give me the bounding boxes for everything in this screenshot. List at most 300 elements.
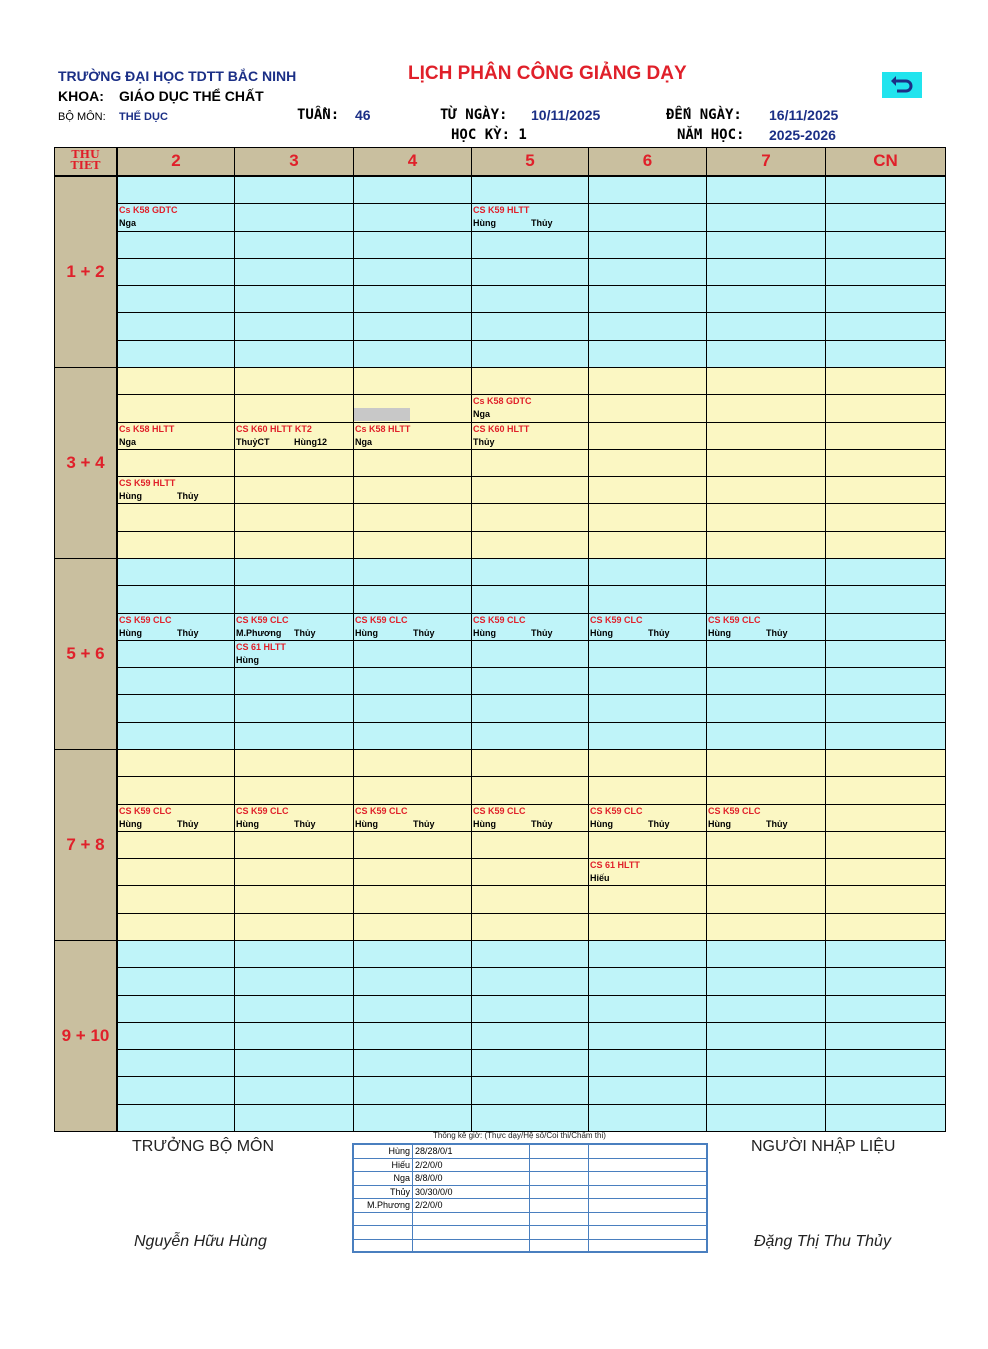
schedule-cell[interactable] — [117, 776, 235, 804]
schedule-cell[interactable] — [588, 422, 707, 450]
schedule-cell[interactable] — [471, 995, 589, 1023]
course-code: CS K59 CLC — [355, 805, 408, 816]
course-code: CS K59 CLC — [708, 614, 761, 625]
schedule-cell[interactable] — [471, 312, 589, 340]
schedule-cell[interactable] — [706, 1104, 826, 1132]
schedule-cell[interactable] — [353, 531, 472, 559]
course-code: CS K59 CLC — [590, 805, 643, 816]
schedule-cell[interactable] — [706, 449, 826, 477]
faculty-value: GIÁO DỤC THỂ CHẤT — [119, 88, 264, 104]
schedule-cell[interactable] — [234, 558, 354, 586]
schedule-cell[interactable] — [353, 476, 472, 504]
schedule-cell[interactable] — [825, 667, 946, 695]
schedule-cell[interactable] — [353, 285, 472, 313]
stats-row — [354, 1186, 706, 1200]
schedule-cell[interactable] — [117, 940, 235, 968]
co-teacher-name: Thủy — [766, 818, 788, 829]
schedule-cell[interactable] — [234, 312, 354, 340]
schedule-cell[interactable] — [353, 585, 472, 613]
schedule-cell[interactable] — [471, 940, 589, 968]
schedule-cell[interactable] — [471, 176, 589, 204]
stats-caption: Thống kê giờ: (Thực dạy/Hệ số/Coi thi/Chấm thi) — [433, 1131, 606, 1140]
schedule-cell[interactable] — [825, 176, 946, 204]
to-date-value: 16/11/2025 — [769, 107, 839, 123]
schedule-cell[interactable] — [588, 176, 707, 204]
schedule-cell[interactable] — [706, 694, 826, 722]
schedule-cell[interactable] — [825, 258, 946, 286]
schedule-cell[interactable] — [353, 312, 472, 340]
schedule-cell[interactable] — [471, 1104, 589, 1132]
schedule-cell[interactable] — [471, 258, 589, 286]
course-code: Cs K58 HLTT — [355, 423, 411, 434]
schedule-cell[interactable] — [825, 285, 946, 313]
schedule-cell[interactable] — [825, 312, 946, 340]
schedule-cell[interactable] — [588, 340, 707, 368]
class-entry[interactable] — [234, 422, 353, 477]
class-entry[interactable] — [117, 422, 234, 477]
schedule-cell[interactable] — [117, 340, 235, 368]
teacher-name: Hùng — [119, 491, 142, 502]
schedule-cell[interactable] — [825, 804, 946, 832]
schedule-cell[interactable] — [588, 503, 707, 531]
stats-hours: 2/2/0/0 — [415, 1159, 443, 1170]
semester-label: HỌC KỲ: 1 — [451, 127, 527, 143]
schedule-cell[interactable] — [234, 940, 354, 968]
schedule-cell[interactable] — [471, 749, 589, 777]
schedule-cell[interactable] — [234, 176, 354, 204]
schedule-cell[interactable] — [825, 203, 946, 231]
schedule-cell[interactable] — [706, 995, 826, 1023]
schedule-cell[interactable] — [588, 231, 707, 259]
co-teacher-name: Thủy — [531, 818, 553, 829]
teacher-name: Hiếu — [590, 873, 610, 884]
stats-hours: 2/2/0/0 — [415, 1200, 443, 1210]
co-teacher-name: Thủy — [766, 627, 788, 638]
teacher-name: Hùng — [708, 818, 731, 829]
schedule-cell[interactable] — [825, 558, 946, 586]
schedule-cell[interactable] — [353, 940, 472, 968]
stats-teacher: Hiếu — [391, 1159, 410, 1170]
schedule-cell[interactable] — [588, 940, 707, 968]
schedule-cell[interactable] — [117, 1022, 235, 1050]
schedule-cell[interactable] — [706, 312, 826, 340]
co-teacher-name: Thủy — [294, 627, 316, 638]
schedule-cell[interactable] — [471, 1022, 589, 1050]
schedule-cell[interactable] — [825, 749, 946, 777]
class-entry[interactable] — [471, 804, 588, 859]
schedule-cell[interactable] — [471, 476, 589, 504]
schedule-cell[interactable] — [706, 367, 826, 395]
teacher-name: Nga — [473, 409, 491, 420]
schedule-cell[interactable] — [353, 258, 472, 286]
schedule-cell[interactable] — [706, 503, 826, 531]
schedule-cell[interactable] — [825, 967, 946, 995]
stats-row — [354, 1145, 706, 1159]
schedule-cell[interactable] — [706, 1076, 826, 1104]
stats-row — [354, 1199, 706, 1213]
course-code: Cs K58 GDTC — [119, 205, 178, 216]
schedule-cell[interactable] — [117, 367, 235, 395]
schedule-cell[interactable] — [117, 913, 235, 941]
schedule-cell[interactable] — [825, 367, 946, 395]
schedule-cell[interactable] — [706, 667, 826, 695]
schedule-cell[interactable] — [588, 531, 707, 559]
schedule-cell[interactable] — [588, 995, 707, 1023]
schedule-cell[interactable] — [825, 503, 946, 531]
schedule-cell[interactable] — [706, 967, 826, 995]
schedule-cell[interactable] — [706, 531, 826, 559]
schedule-cell[interactable] — [471, 776, 589, 804]
schedule-cell[interactable] — [234, 285, 354, 313]
schedule-cell[interactable] — [706, 340, 826, 368]
stats-row — [354, 1226, 706, 1240]
schedule-cell[interactable] — [706, 776, 826, 804]
schedule-cell[interactable] — [706, 258, 826, 286]
schedule-cell[interactable] — [706, 858, 826, 886]
schedule-cell[interactable] — [588, 558, 707, 586]
schedule-cell[interactable] — [353, 913, 472, 941]
schedule-cell[interactable] — [706, 176, 826, 204]
course-code: CS K59 CLC — [473, 614, 526, 625]
schedule-cell[interactable] — [117, 967, 235, 995]
schedule-cell[interactable] — [234, 394, 354, 422]
day-header: 4 — [353, 147, 472, 176]
schedule-cell[interactable] — [234, 776, 354, 804]
schedule-cell[interactable] — [471, 531, 589, 559]
teacher-name: Hùng — [119, 818, 142, 829]
schedule-cell[interactable] — [471, 558, 589, 586]
class-entry[interactable] — [588, 804, 706, 859]
co-teacher-name: Thủy — [531, 627, 553, 638]
schedule-cell[interactable] — [353, 694, 472, 722]
schedule-cell[interactable] — [234, 858, 354, 886]
schedule-cell[interactable] — [588, 312, 707, 340]
day-header: 6 — [588, 147, 707, 176]
class-entry[interactable] — [471, 203, 588, 258]
schedule-cell[interactable] — [353, 667, 472, 695]
stats-teacher: M.Phương — [367, 1200, 410, 1210]
schedule-cell[interactable] — [825, 831, 946, 859]
schedule-cell[interactable] — [825, 613, 946, 641]
head-of-dept-title: TRƯỞNG BỘ MÔN — [132, 1138, 275, 1155]
schedule-cell[interactable] — [588, 394, 707, 422]
school-name: TRƯỜNG ĐẠI HỌC TDTT BẮC NINH — [58, 68, 297, 84]
back-button[interactable] — [882, 72, 922, 98]
schedule-cell[interactable] — [471, 585, 589, 613]
teacher-name: Nga — [119, 218, 137, 229]
schedule-cell[interactable] — [588, 1049, 707, 1077]
schedule-cell[interactable] — [117, 1049, 235, 1077]
schedule-cell[interactable] — [234, 1076, 354, 1104]
schedule-cell[interactable] — [471, 858, 589, 886]
stats-teacher: Hùng — [388, 1146, 410, 1156]
schedule-cell[interactable] — [353, 858, 472, 886]
schedule-cell[interactable] — [353, 340, 472, 368]
selected-cell-marker — [354, 408, 410, 421]
head-of-dept-name: Nguyễn Hữu Hùng — [134, 1233, 267, 1250]
schedule-cell[interactable] — [706, 885, 826, 913]
schedule-cell[interactable] — [588, 1104, 707, 1132]
schedule-cell[interactable] — [234, 367, 354, 395]
course-code: CS K60 HLTT KT2 — [236, 423, 312, 434]
course-code: CS K59 CLC — [236, 805, 289, 816]
schedule-cell[interactable] — [825, 940, 946, 968]
timetable-grid — [54, 147, 945, 1130]
teacher-name: Hùng — [473, 627, 496, 638]
co-teacher-name: Thủy — [648, 627, 670, 638]
schedule-cell[interactable] — [471, 1076, 589, 1104]
class-entry[interactable] — [588, 613, 706, 668]
schedule-cell[interactable] — [117, 285, 235, 313]
schedule-cell[interactable] — [117, 1104, 235, 1132]
class-entry[interactable] — [706, 613, 825, 668]
schedule-cell[interactable] — [234, 749, 354, 777]
co-teacher-name: Thủy — [294, 818, 316, 829]
schedule-cell[interactable] — [234, 503, 354, 531]
schedule-cell[interactable] — [588, 449, 707, 477]
schedule-cell[interactable] — [234, 231, 354, 259]
schedule-cell[interactable] — [471, 722, 589, 750]
schedule-cell[interactable] — [353, 231, 472, 259]
schedule-cell[interactable] — [471, 885, 589, 913]
schedule-cell[interactable] — [117, 176, 235, 204]
schedule-cell[interactable] — [825, 885, 946, 913]
schedule-cell[interactable] — [588, 667, 707, 695]
schedule-cell[interactable] — [471, 367, 589, 395]
schedule-cell[interactable] — [234, 722, 354, 750]
schedule-cell[interactable] — [706, 231, 826, 259]
year-value: 2025-2026 — [769, 127, 836, 143]
schedule-cell[interactable] — [588, 476, 707, 504]
co-teacher-name: Thủy — [413, 627, 435, 638]
schedule-cell[interactable] — [825, 1104, 946, 1132]
schedule-cell[interactable] — [234, 585, 354, 613]
schedule-cell[interactable] — [117, 312, 235, 340]
class-entry[interactable] — [234, 640, 353, 695]
class-entry[interactable] — [471, 422, 588, 477]
schedule-cell[interactable] — [471, 694, 589, 722]
schedule-cell[interactable] — [825, 231, 946, 259]
schedule-cell[interactable] — [471, 285, 589, 313]
teacher-name: Hùng — [708, 627, 731, 638]
schedule-cell[interactable] — [588, 749, 707, 777]
class-entry[interactable] — [471, 613, 588, 668]
schedule-cell[interactable] — [825, 858, 946, 886]
schedule-cell[interactable] — [353, 503, 472, 531]
schedule-cell[interactable] — [353, 1104, 472, 1132]
co-teacher-name: Thủy — [177, 627, 199, 638]
schedule-cell[interactable] — [234, 1049, 354, 1077]
schedule-cell[interactable] — [353, 776, 472, 804]
schedule-cell[interactable] — [706, 913, 826, 941]
schedule-cell[interactable] — [234, 694, 354, 722]
schedule-cell[interactable] — [234, 995, 354, 1023]
schedule-cell[interactable] — [117, 858, 235, 886]
schedule-cell[interactable] — [706, 585, 826, 613]
week-label: TUẦN: — [297, 107, 340, 123]
schedule-cell[interactable] — [117, 722, 235, 750]
schedule-cell[interactable] — [234, 1104, 354, 1132]
co-teacher-name: Thủy — [177, 491, 199, 502]
schedule-cell[interactable] — [825, 449, 946, 477]
course-code: CS K59 CLC — [355, 614, 408, 625]
schedule-cell[interactable] — [825, 476, 946, 504]
schedule-cell[interactable] — [353, 558, 472, 586]
schedule-cell[interactable] — [706, 1049, 826, 1077]
schedule-cell[interactable] — [588, 913, 707, 941]
schedule-cell[interactable] — [588, 1022, 707, 1050]
schedule-cell[interactable] — [588, 722, 707, 750]
schedule-cell[interactable] — [588, 203, 707, 231]
schedule-cell[interactable] — [825, 1049, 946, 1077]
class-entry[interactable] — [117, 203, 234, 258]
schedule-cell[interactable] — [588, 967, 707, 995]
schedule-cell[interactable] — [706, 940, 826, 968]
class-entry[interactable] — [706, 804, 825, 859]
class-entry[interactable] — [117, 804, 234, 859]
teacher-name: M.Phương — [236, 627, 282, 638]
schedule-cell[interactable] — [117, 258, 235, 286]
day-header: 5 — [471, 147, 589, 176]
schedule-cell[interactable] — [117, 749, 235, 777]
schedule-cell[interactable] — [353, 1049, 472, 1077]
schedule-cell[interactable] — [234, 531, 354, 559]
schedule-cell[interactable] — [117, 558, 235, 586]
period-label: 5 + 6 — [54, 558, 117, 750]
schedule-cell[interactable] — [234, 258, 354, 286]
schedule-cell[interactable] — [353, 967, 472, 995]
schedule-cell[interactable] — [234, 1022, 354, 1050]
schedule-cell[interactable] — [825, 340, 946, 368]
schedule-cell[interactable] — [588, 367, 707, 395]
schedule-cell[interactable] — [234, 203, 354, 231]
course-code: CS K59 CLC — [708, 805, 761, 816]
stats-hours: 8/8/0/0 — [415, 1173, 443, 1183]
stats-teacher: Thủy — [389, 1186, 410, 1197]
schedule-cell[interactable] — [471, 503, 589, 531]
course-code: Cs K58 GDTC — [473, 396, 532, 407]
teacher-name: Hùng — [355, 627, 378, 638]
schedule-cell[interactable] — [117, 667, 235, 695]
schedule-cell[interactable] — [471, 1049, 589, 1077]
schedule-cell[interactable] — [353, 176, 472, 204]
schedule-cell[interactable] — [825, 913, 946, 941]
schedule-cell[interactable] — [117, 1076, 235, 1104]
schedule-cell[interactable] — [706, 203, 826, 231]
schedule-cell[interactable] — [588, 1076, 707, 1104]
schedule-cell[interactable] — [706, 476, 826, 504]
schedule-cell[interactable] — [117, 531, 235, 559]
stats-row — [354, 1172, 706, 1186]
schedule-cell[interactable] — [588, 285, 707, 313]
teacher-name: Thủy — [473, 436, 495, 447]
schedule-cell[interactable] — [353, 722, 472, 750]
schedule-cell[interactable] — [234, 885, 354, 913]
day-header: 2 — [117, 147, 235, 176]
schedule-cell[interactable] — [706, 558, 826, 586]
schedule-cell[interactable] — [471, 913, 589, 941]
course-code: CS K59 CLC — [236, 614, 289, 625]
teacher-name: Hùng — [590, 818, 613, 829]
course-code: CS K59 HLTT — [119, 478, 176, 489]
schedule-cell[interactable] — [353, 885, 472, 913]
class-entry[interactable] — [234, 804, 353, 859]
schedule-cell[interactable] — [117, 585, 235, 613]
schedule-cell[interactable] — [825, 585, 946, 613]
schedule-cell[interactable] — [353, 203, 472, 231]
schedule-cell[interactable] — [825, 722, 946, 750]
schedule-cell[interactable] — [471, 967, 589, 995]
course-code: CS K59 HLTT — [473, 205, 530, 216]
data-entry-name: Đặng Thị Thu Thủy — [754, 1233, 891, 1250]
schedule-cell[interactable] — [588, 258, 707, 286]
co-teacher-name: Thủy — [177, 818, 199, 829]
schedule-cell[interactable] — [353, 1022, 472, 1050]
schedule-cell[interactable] — [588, 585, 707, 613]
schedule-cell[interactable] — [706, 422, 826, 450]
schedule-cell[interactable] — [706, 749, 826, 777]
schedule-cell[interactable] — [706, 722, 826, 750]
class-entry[interactable] — [353, 804, 471, 859]
class-entry[interactable] — [117, 613, 234, 668]
stats-row — [354, 1159, 706, 1173]
teacher-name: Hùng — [236, 654, 259, 665]
schedule-cell[interactable] — [825, 422, 946, 450]
schedule-cell[interactable] — [234, 340, 354, 368]
schedule-cell[interactable] — [117, 995, 235, 1023]
week-value: 46 — [355, 107, 371, 123]
class-entry[interactable] — [117, 476, 234, 531]
schedule-cell[interactable] — [825, 1076, 946, 1104]
schedule-cell[interactable] — [117, 694, 235, 722]
schedule-cell[interactable] — [825, 995, 946, 1023]
schedule-cell[interactable] — [825, 531, 946, 559]
class-entry[interactable] — [588, 858, 706, 913]
schedule-cell[interactable] — [353, 995, 472, 1023]
schedule-cell[interactable] — [825, 640, 946, 668]
schedule-cell[interactable] — [353, 1076, 472, 1104]
schedule-cell[interactable] — [117, 885, 235, 913]
co-teacher-name: Thủy — [648, 818, 670, 829]
faculty-label: KHOA: — [58, 88, 104, 104]
teacher-name: Hùng — [473, 218, 496, 229]
class-entry[interactable] — [353, 613, 471, 668]
schedule-cell[interactable] — [353, 749, 472, 777]
teacher-name: Hùng — [590, 627, 613, 638]
schedule-cell[interactable] — [825, 1022, 946, 1050]
class-entry[interactable] — [353, 422, 471, 477]
schedule-cell[interactable] — [234, 476, 354, 504]
schedule-cell[interactable] — [353, 367, 472, 395]
period-label: 3 + 4 — [54, 367, 117, 559]
schedule-cell[interactable] — [588, 776, 707, 804]
schedule-cell[interactable] — [706, 285, 826, 313]
schedule-cell[interactable] — [825, 394, 946, 422]
schedule-cell[interactable] — [471, 667, 589, 695]
course-code: CS K60 HLTT — [473, 423, 530, 434]
schedule-cell[interactable] — [471, 340, 589, 368]
schedule-cell[interactable] — [588, 694, 707, 722]
schedule-cell[interactable] — [117, 394, 235, 422]
schedule-cell[interactable] — [825, 776, 946, 804]
schedule-cell[interactable] — [706, 1022, 826, 1050]
schedule-cell[interactable] — [234, 913, 354, 941]
page-title: LỊCH PHÂN CÔNG GIẢNG DẠY — [408, 63, 687, 84]
schedule-cell[interactable] — [234, 967, 354, 995]
schedule-cell[interactable] — [706, 394, 826, 422]
schedule-cell[interactable] — [825, 694, 946, 722]
period-label: 9 + 10 — [54, 940, 117, 1132]
